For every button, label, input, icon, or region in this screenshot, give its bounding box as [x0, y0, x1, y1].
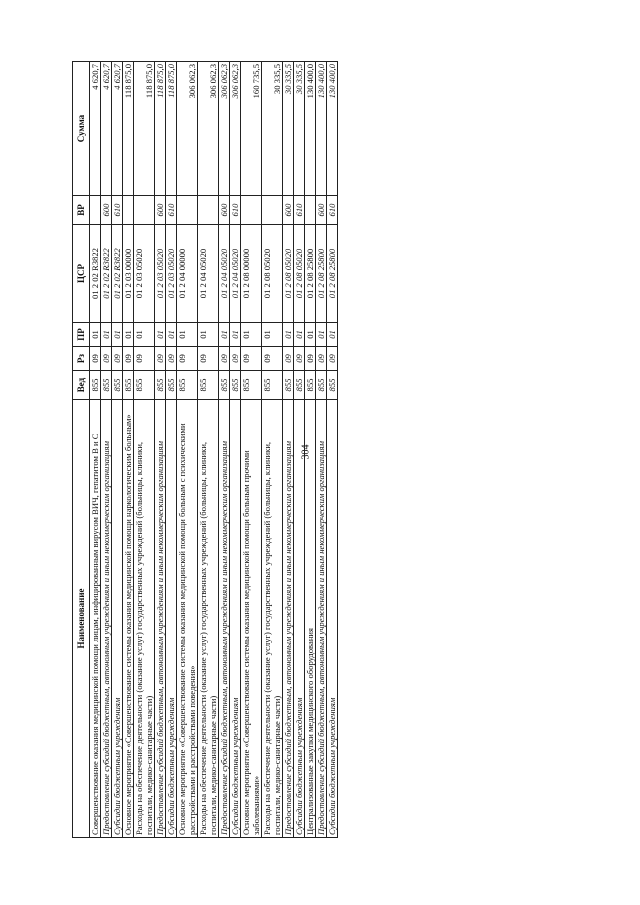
cell-rz: 09 — [155, 347, 166, 371]
table-row — [90, 62, 101, 838]
cell-name: Основное мероприятие «Совершенствование системы оказания медицинской помощи больным с психическими расстройствами и расстройствами поведения» — [177, 400, 198, 838]
cell-sum: 118 875,0 — [155, 62, 166, 196]
cell-sum: 306 062,3 — [198, 62, 219, 196]
table-row — [177, 62, 198, 838]
cell-csr: 01 2 08 25800 — [305, 225, 316, 323]
table-row — [294, 62, 305, 838]
cell-ved: 855 — [112, 371, 123, 400]
cell-vr — [198, 196, 219, 225]
cell-csr: 01 2 08 05020 — [283, 225, 294, 323]
cell-sum: 118 875,0 — [166, 62, 177, 196]
cell-vr: 600 — [155, 196, 166, 225]
cell-name: Субсидии бюджетным учреждениям — [112, 400, 123, 838]
cell-ved: 855 — [327, 371, 338, 400]
table-row — [219, 62, 230, 838]
cell-csr: 01 2 04 05020 — [230, 225, 241, 323]
cell-ved: 855 — [283, 371, 294, 400]
cell-ved: 855 — [262, 371, 283, 400]
cell-pr: 01 — [155, 323, 166, 347]
cell-ved: 855 — [241, 371, 262, 400]
cell-pr: 01 — [294, 323, 305, 347]
cell-rz: 09 — [327, 347, 338, 371]
cell-name: Субсидии бюджетным учреждениям — [294, 400, 305, 838]
cell-csr: 01 2 03 00000 — [123, 225, 134, 323]
cell-rz: 09 — [294, 347, 305, 371]
cell-csr: 01 2 03 05020 — [155, 225, 166, 323]
budget-table-container — [72, 62, 562, 838]
header-name: Наименование — [73, 400, 90, 838]
cell-sum: 306 062,3 — [219, 62, 230, 196]
cell-csr: 01 2 03 05020 — [166, 225, 177, 323]
cell-ved: 855 — [230, 371, 241, 400]
cell-sum: 130 400,0 — [327, 62, 338, 196]
cell-vr: 600 — [219, 196, 230, 225]
cell-pr: 01 — [134, 323, 155, 347]
cell-csr: 01 2 04 00000 — [177, 225, 198, 323]
cell-sum: 130 400,0 — [316, 62, 327, 196]
cell-ved: 855 — [198, 371, 219, 400]
table-row — [166, 62, 177, 838]
cell-vr: 600 — [283, 196, 294, 225]
table-row — [316, 62, 327, 838]
table-row — [198, 62, 219, 838]
cell-name: Расходы на обеспечение деятельности (оказание услуг) государственных учреждений (больницы, клиники, госпитали, медико-санитарные части) — [134, 400, 155, 838]
table-row — [241, 62, 262, 838]
cell-csr: 01 2 03 05020 — [134, 225, 155, 323]
cell-rz: 09 — [316, 347, 327, 371]
cell-vr: 610 — [230, 196, 241, 225]
cell-rz: 09 — [112, 347, 123, 371]
page-number-text: 304 — [300, 444, 312, 460]
table-row — [123, 62, 134, 838]
table-row — [283, 62, 294, 838]
cell-vr: 610 — [166, 196, 177, 225]
cell-rz: 09 — [177, 347, 198, 371]
cell-pr: 01 — [327, 323, 338, 347]
table-row — [134, 62, 155, 838]
cell-vr — [305, 196, 316, 225]
header-vr: ВР — [73, 196, 90, 225]
cell-vr — [177, 196, 198, 225]
cell-pr: 01 — [177, 323, 198, 347]
cell-csr: 01 2 08 25800 — [327, 225, 338, 323]
cell-pr: 01 — [241, 323, 262, 347]
header-sum: Сумма — [73, 62, 90, 196]
cell-vr: 600 — [101, 196, 112, 225]
cell-ved: 855 — [219, 371, 230, 400]
cell-name: Предоставление субсидий бюджетным, автономным учреждениям и иным некоммерческим организациям — [155, 400, 166, 838]
cell-rz: 09 — [305, 347, 316, 371]
cell-sum: 160 735,5 — [241, 62, 262, 196]
budget-table — [72, 61, 338, 838]
cell-name: Основное мероприятие «Совершенствование системы оказания медицинской помощи больным прочими заболеваниями» — [241, 400, 262, 838]
cell-name: Основное мероприятие «Совершенствование системы оказания медицинской помощи наркологическим больным» — [123, 400, 134, 838]
cell-sum: 118 875,0 — [123, 62, 134, 196]
cell-pr: 01 — [101, 323, 112, 347]
cell-ved: 855 — [177, 371, 198, 400]
table-body — [90, 62, 338, 838]
header-row — [73, 62, 90, 838]
table-row — [101, 62, 112, 838]
header-pr: ПР — [73, 323, 90, 347]
cell-sum: 30 335,5 — [294, 62, 305, 196]
cell-csr: 01 2 02 R3822 — [112, 225, 123, 323]
cell-ved: 855 — [294, 371, 305, 400]
cell-vr — [241, 196, 262, 225]
cell-name: Предоставление субсидий бюджетным, автономным учреждениям и иным некоммерческим организациям — [219, 400, 230, 838]
cell-vr — [123, 196, 134, 225]
table-row — [155, 62, 166, 838]
cell-name: Предоставление субсидий бюджетным, автономным учреждениям и иным некоммерческим организациям — [283, 400, 294, 838]
table-header — [73, 62, 90, 838]
cell-vr — [262, 196, 283, 225]
cell-ved: 855 — [166, 371, 177, 400]
cell-csr: 01 2 04 05020 — [219, 225, 230, 323]
cell-pr: 01 — [112, 323, 123, 347]
cell-pr: 01 — [305, 323, 316, 347]
cell-sum: 4 620,7 — [112, 62, 123, 196]
header-rz: Рз — [73, 347, 90, 371]
cell-pr: 01 — [262, 323, 283, 347]
cell-name: Предоставление субсидий бюджетным, автономным учреждениям и иным некоммерческим организациям — [316, 400, 327, 838]
cell-csr: 01 2 08 00000 — [241, 225, 262, 323]
table-row — [262, 62, 283, 838]
cell-name: Предоставление субсидий бюджетным, автономным учреждениям и иным некоммерческим организациям — [101, 400, 112, 838]
cell-rz: 09 — [283, 347, 294, 371]
cell-ved: 855 — [134, 371, 155, 400]
cell-rz: 09 — [219, 347, 230, 371]
cell-rz: 09 — [123, 347, 134, 371]
cell-pr: 01 — [230, 323, 241, 347]
table-row — [112, 62, 123, 838]
cell-ved: 855 — [123, 371, 134, 400]
cell-ved: 855 — [101, 371, 112, 400]
cell-vr: 600 — [316, 196, 327, 225]
cell-rz: 09 — [166, 347, 177, 371]
cell-pr: 01 — [219, 323, 230, 347]
cell-name: Субсидии бюджетным учреждениям — [230, 400, 241, 838]
cell-rz: 09 — [262, 347, 283, 371]
table-row — [230, 62, 241, 838]
cell-name: Совершенствование оказания медицинской помощи лицам, инфицированным вирусом ВИЧ, гепатитом В и С — [90, 400, 101, 838]
cell-ved: 855 — [316, 371, 327, 400]
cell-rz: 09 — [241, 347, 262, 371]
table-row — [305, 62, 316, 838]
cell-sum: 30 335,5 — [262, 62, 283, 196]
cell-pr: 01 — [166, 323, 177, 347]
cell-pr: 01 — [90, 323, 101, 347]
cell-csr: 01 2 08 05020 — [294, 225, 305, 323]
cell-sum: 130 400,0 — [305, 62, 316, 196]
cell-csr: 01 2 04 05020 — [198, 225, 219, 323]
cell-csr: 01 2 08 25800 — [316, 225, 327, 323]
cell-ved: 855 — [90, 371, 101, 400]
cell-pr: 01 — [198, 323, 219, 347]
cell-name: Расходы на обеспечение деятельности (оказание услуг) государственных учреждений (больницы, клиники, госпитали, медико-санитарные части) — [198, 400, 219, 838]
cell-name: Расходы на обеспечение деятельности (оказание услуг) государственных учреждений (больницы, клиники, госпитали, медико-санитарные части) — [262, 400, 283, 838]
cell-name: Субсидии бюджетным учреждениям — [166, 400, 177, 838]
cell-sum: 30 335,5 — [283, 62, 294, 196]
cell-pr: 01 — [123, 323, 134, 347]
header-csr: ЦСР — [73, 225, 90, 323]
cell-vr — [90, 196, 101, 225]
cell-rz: 09 — [198, 347, 219, 371]
cell-csr: 01 2 02 R3822 — [90, 225, 101, 323]
cell-vr — [134, 196, 155, 225]
cell-ved: 855 — [305, 371, 316, 400]
table-row — [327, 62, 338, 838]
cell-rz: 09 — [90, 347, 101, 371]
cell-vr: 610 — [294, 196, 305, 225]
cell-sum: 306 062,3 — [230, 62, 241, 196]
cell-rz: 09 — [101, 347, 112, 371]
cell-name: Субсидии бюджетным учреждениям — [327, 400, 338, 838]
cell-pr: 01 — [316, 323, 327, 347]
cell-vr: 610 — [112, 196, 123, 225]
cell-rz: 09 — [134, 347, 155, 371]
cell-pr: 01 — [283, 323, 294, 347]
cell-sum: 118 875,0 — [134, 62, 155, 196]
cell-vr: 610 — [327, 196, 338, 225]
cell-name: Централизованные закупки медицинского оборудования — [305, 400, 316, 838]
cell-csr: 01 2 02 R3822 — [101, 225, 112, 323]
cell-ved: 855 — [155, 371, 166, 400]
cell-sum: 4 620,7 — [90, 62, 101, 196]
cell-sum: 4 620,7 — [101, 62, 112, 196]
cell-sum: 306 062,3 — [177, 62, 198, 196]
cell-csr: 01 2 08 05020 — [262, 225, 283, 323]
header-ved: Вед — [73, 371, 90, 400]
cell-rz: 09 — [230, 347, 241, 371]
